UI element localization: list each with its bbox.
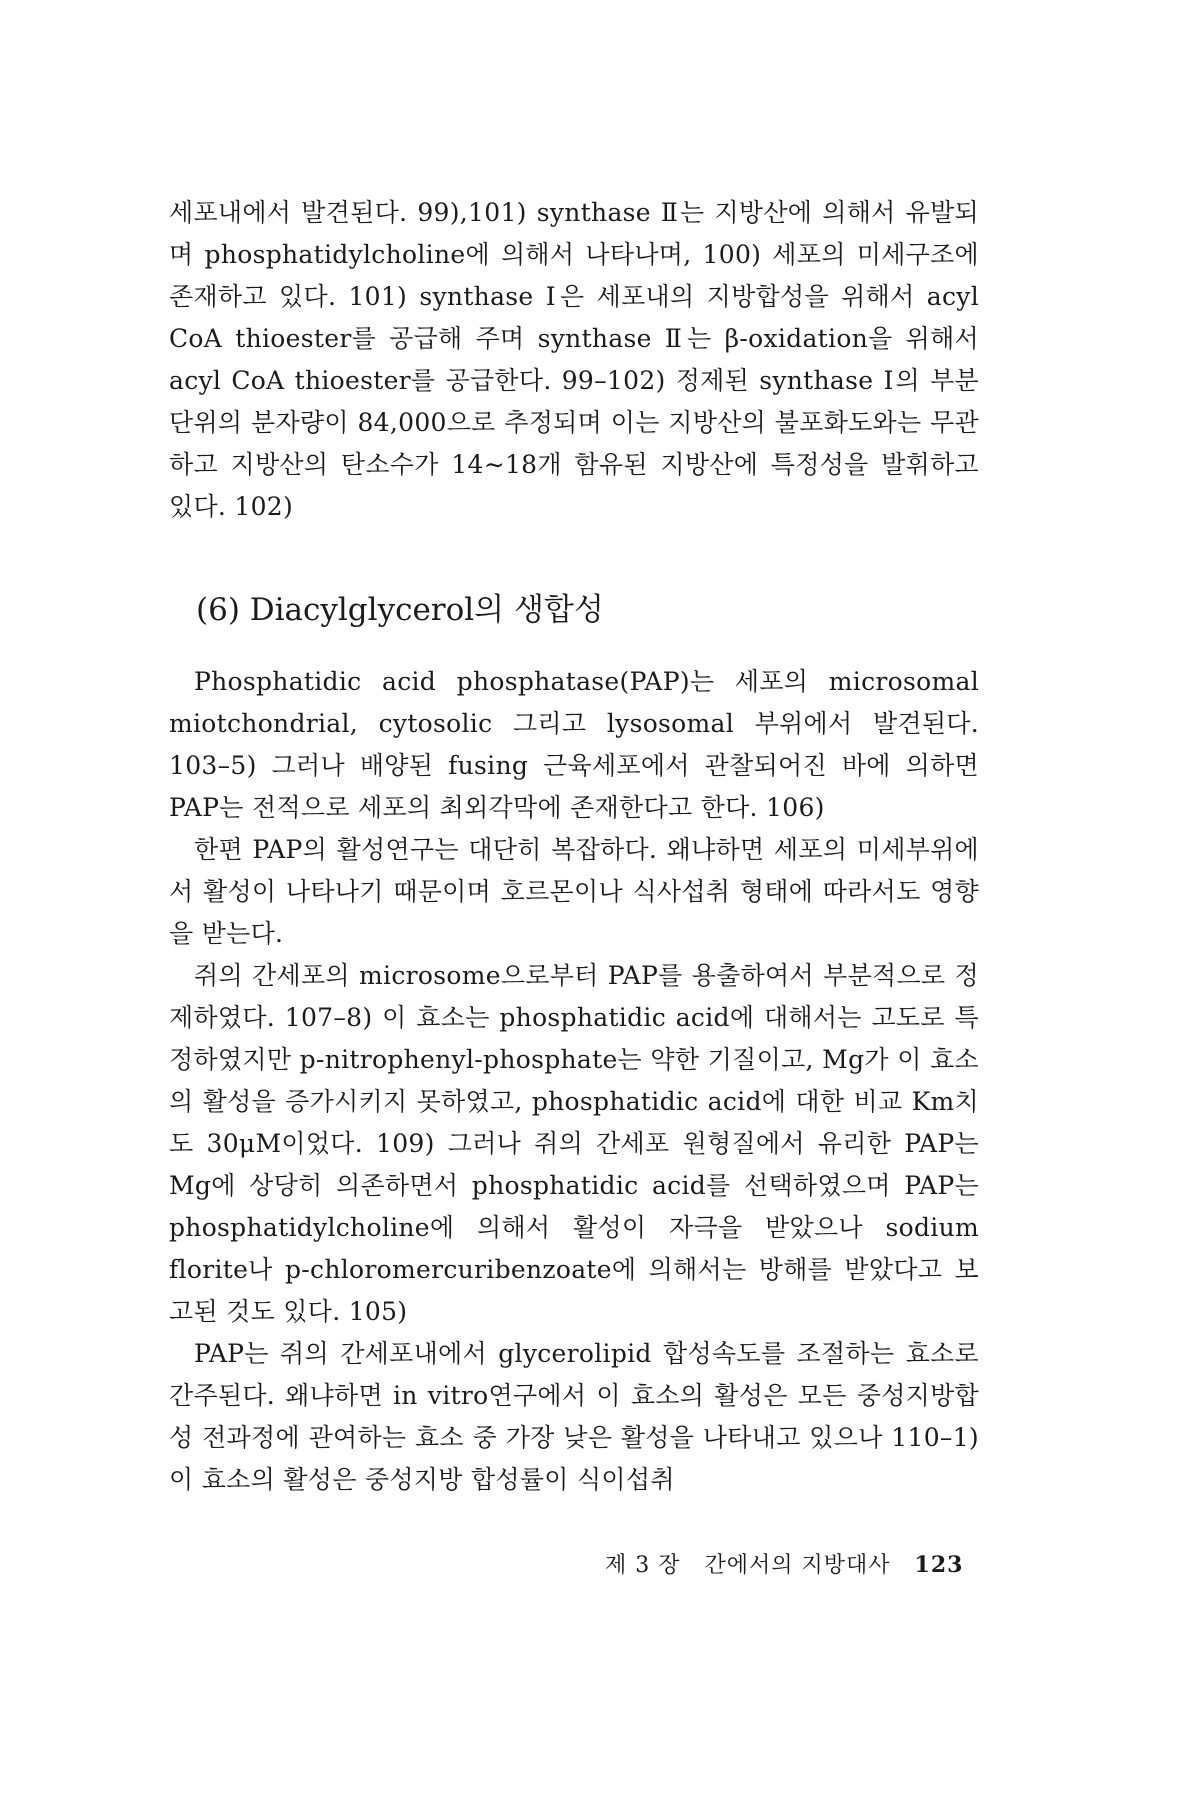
page-number: 123 [914,1552,964,1578]
intro-paragraph: 세포내에서 발견된다. 99),101) synthase Ⅱ는 지방산에 의해서 유발되며 phosphatidylcholine에 의해서 나타나며, 100) 세포의 미세구조에 존재하고 있다. 101) synthase Ⅰ은 세포내의 지방합성을 위해서 acyl CoA thioester를 공급해 주며 synthase Ⅱ는 β-oxidation을 위해서 acyl CoA thioester를 공급한다. 99–102) 정제된 synthase Ⅰ의 부분단위의 분자량이 84,000으로 추정되며 이는 지방산의 불포화도와는 무관하고 지방산의 탄소수가 14∼18개 함유된 지방산에 특정성을 발휘하고 있다. 102) [169,198,979,521]
chapter-title: 간에서의 지방대사 [704,1553,891,1578]
paragraph-pap-location: Phosphatidic acid phosphatase(PAP)는 세포의 microsomal miotchondrial, cytosolic 그리고 lysosomal 부위에서 발견된다. 103–5) 그러나 배양된 fusing 근육세포에서 관찰되어진 바에 의하면 PAP는 전적으로 세포의 최외각막에 존재한다고 한다. 106) [169,667,979,822]
section-heading: (6) Diacylglycerol의 생합성 [196,592,604,628]
paragraph-pap-regulation: PAP는 쥐의 간세포내에서 glycerolipid 합성속도를 조절하는 효소로 간주된다. 왜냐하면 in vitro연구에서 이 효소의 활성은 모든 중성지방합성 전과정에 관여하는 효소 중 가장 낮은 활성을 나타내고 있으나 110–1) 이 효소의 활성은 중성지방 합성률이 식이섭취 [169,1339,979,1494]
paragraph-pap-activity: 한편 PAP의 활성연구는 대단히 복잡하다. 왜냐하면 세포의 미세부위에서 활성이 나타나기 때문이며 호르몬이나 식사섭취 형태에 따라서도 영향을 받는다. [169,835,979,948]
intro-text-block [169,192,979,528]
page-footer [605,1550,963,1581]
chapter-label: 제 3 장 [605,1553,681,1578]
main-text-block [169,661,979,1501]
paragraph-pap-purification: 쥐의 간세포의 microsome으로부터 PAP를 용출하여서 부분적으로 정제하였다. 107–8) 이 효소는 phosphatidic acid에 대해서는 고도로 특정하였지만 p-nitrophenyl-phosphate는 약한 기질이고, Mg가 이 효소의 활성을 증가시키지 못하였고, phosphatidic acid에 대한 비교 Km치도 30μM이었다. 109) 그러나 쥐의 간세포 원형질에서 유리한 PAP는 Mg에 상당히 의존하면서 phosphatidic acid를 선택하였으며 PAP는 phosphatidylcholine에 의해서 활성이 자극을 받았으나 sodium florite나 p-chloromercuribenzoate에 의해서는 방해를 받았다고 보고된 것도 있다. 105) [169,961,979,1326]
